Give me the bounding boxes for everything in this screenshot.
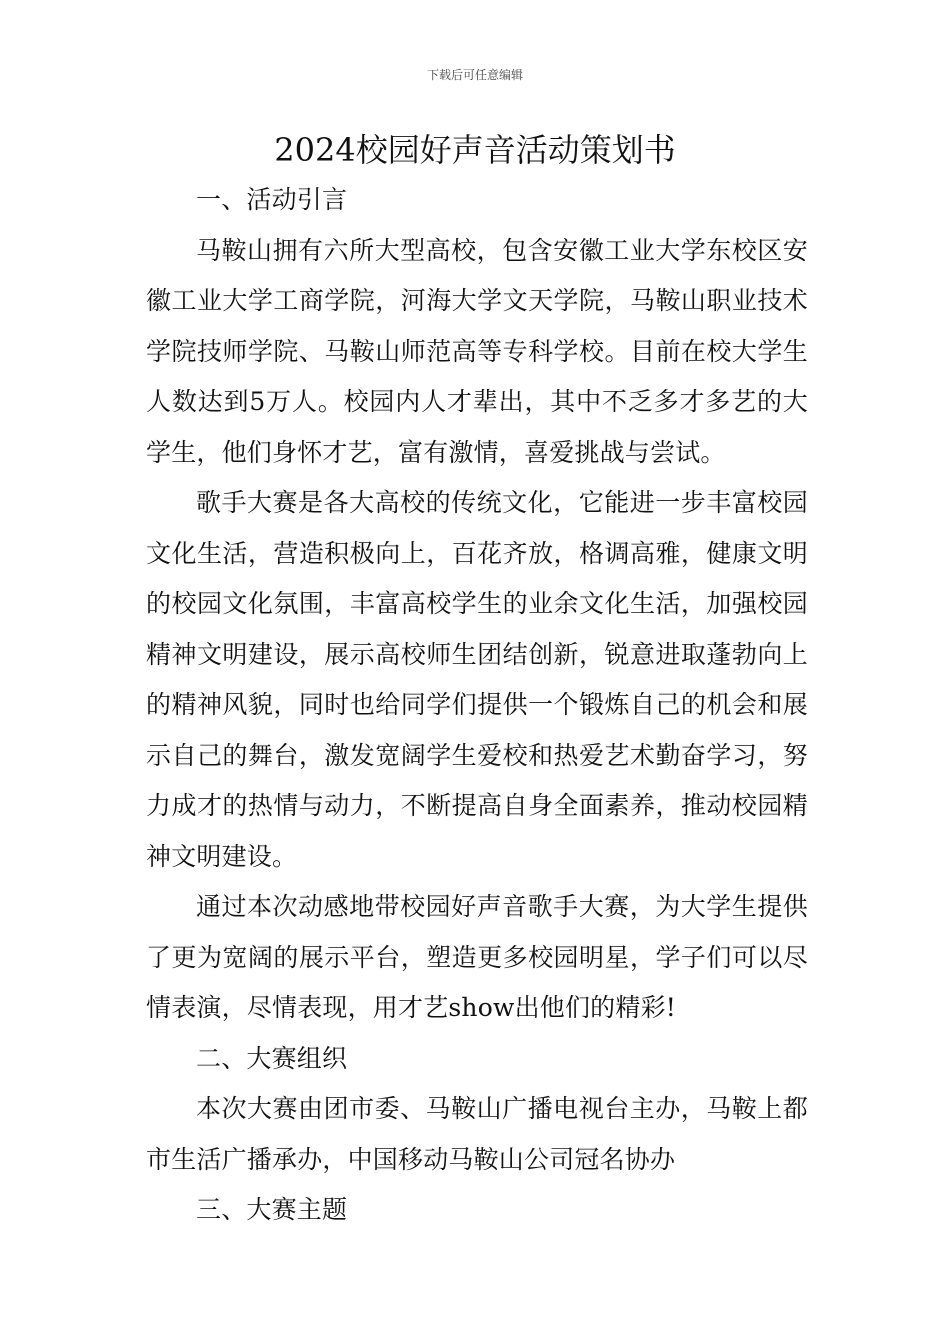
paragraph-intro-1: 马鞍山拥有六所大型高校，包含安徽工业大学东校区安徽工业大学工商学院，河海大学文天学院，马鞍山职业技术学院技师学院、马鞍山师范高等专科学校。目前在校大学生人数达到5万人。校园内人才辈出，其中不乏多才多艺的大学生，他们身怀才艺，富有激情，喜爱挑战与尝试。 bbox=[146, 235, 808, 467]
header-note: 下载后可任意编辑 bbox=[426, 68, 523, 82]
paragraph-intro-2: 歌手大赛是各大高校的传统文化，它能进一步丰富校园文化生活，营造积极向上，百花齐放，格调高雅，健康文明的校园文化氛围，丰富高校学生的业余文化生活，加强校园精神文明建设，展示高校师生团结创新，锐意进取蓬勃向上的精神风貌，同时也给同学们提供一个锻炼自己的机会和展示自己的舞台，激发宽阔学生爱校和热爱艺术勤奋学习，努力成才的热情与动力，不断提高自身全面素养，推动校园精神文明建设。 bbox=[146, 488, 808, 871]
document-body bbox=[146, 175, 808, 1236]
paragraph-intro-3: 通过本次动感地带校园好声音歌手大赛，为大学生提供了更为宽阔的展示平台，塑造更多校园明星，学子们可以尽情表演，尽情表现，用才艺show出他们的精彩! bbox=[146, 892, 808, 1022]
section-heading-intro: 一、活动引言 bbox=[196, 185, 348, 214]
document-title: 2024校园好声音活动策划书 bbox=[274, 131, 676, 169]
paragraph-organization: 本次大赛由团市委、马鞍山广播电视台主办，马鞍上都市生活广播承办，中国移动马鞍山公司冠名协办 bbox=[146, 1094, 808, 1174]
section-heading-theme: 三、大赛主题 bbox=[196, 1195, 348, 1224]
section-heading-organization: 二、大赛组织 bbox=[196, 1043, 348, 1073]
